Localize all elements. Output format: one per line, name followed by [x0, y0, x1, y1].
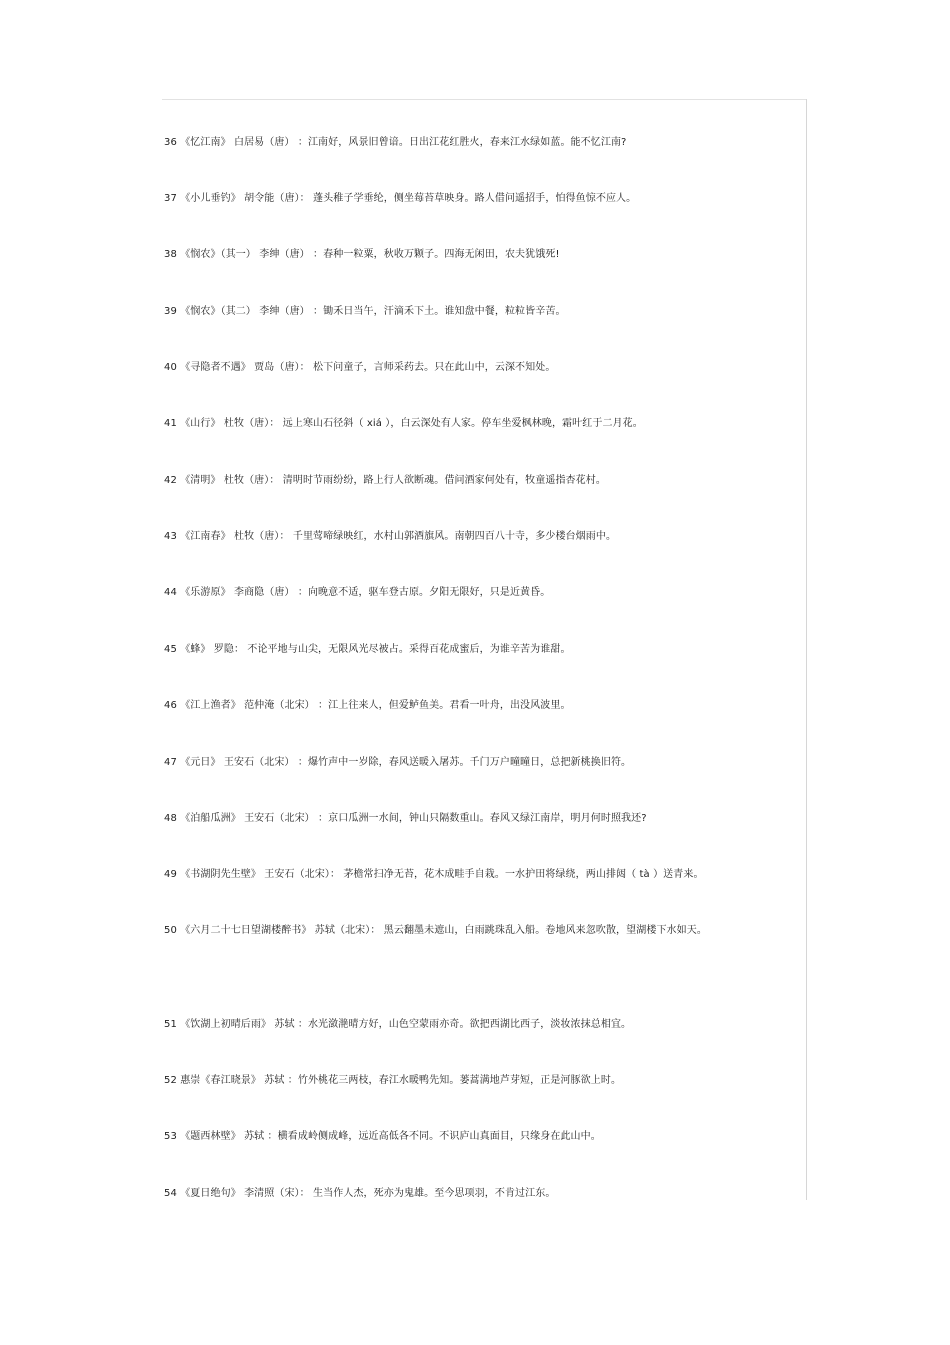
poem-list: [164, 0, 824, 1345]
poem-line-46: 46 《江上渔者》 范仲淹（北宋） ：江上往来人，但爱鲈鱼美。君看一叶舟，出没风波里。: [164, 700, 571, 711]
poem-line-53: 53 《题西林壁》 苏轼 ：横看成岭侧成峰，远近高低各不同。不识庐山真面目，只缘身在此山中。: [164, 1131, 601, 1142]
poem-line-40: 40 《寻隐者不遇》 贾岛（唐）： 松下问童子，言师采药去。只在此山中，云深不知处。: [164, 362, 556, 373]
poem-line-45: 45 《蜂》 罗隐： 不论平地与山尖，无限风光尽被占。采得百花成蜜后，为谁辛苦为谁甜。: [164, 644, 571, 655]
poem-line-43: 43 《江南春》 杜牧（唐）： 千里莺啼绿映红，水村山郭酒旗风。南朝四百八十寺，多少楼台烟雨中。: [164, 531, 617, 542]
poem-line-38: 38 《悯农》（其一） 李绅（唐） ：春种一粒粟，秋收万颗子。四海无闲田，农夫犹饿死!: [164, 249, 560, 260]
poem-line-52: 52 惠崇《春江晓景》 苏轼 ：竹外桃花三两枝，春江水暖鸭先知。蒌蒿满地芦芽短，正是河豚欲上时。: [164, 1075, 622, 1086]
poem-line-51: 51 《饮湖上初晴后雨》 苏轼 ：水光潋滟晴方好，山色空蒙雨亦奇。欲把西湖比西子，淡妆浓抹总相宜。: [164, 1019, 632, 1030]
poem-line-41: 41 《山行》 杜牧（唐）： 远上寒山石径斜（ xiá ），白云深处有人家。停车坐爱枫林晚，霜叶红于二月花。: [164, 418, 643, 429]
poem-line-47: 47 《元日》 王安石（北宋） ：爆竹声中一岁除，春风送暖入屠苏。千门万户曈曈日，总把新桃换旧符。: [164, 757, 632, 768]
poem-line-39: 39 《悯农》（其二） 李绅（唐） ：锄禾日当午，汗滴禾下土。谁知盘中餐，粒粒皆辛苦。: [164, 306, 566, 317]
poem-line-54: 54 《夏日绝句》 李清照（宋）： 生当作人杰，死亦为鬼雄。至今思项羽，不肯过江东。: [164, 1188, 556, 1199]
poem-line-44: 44 《乐游原》 李商隐（唐） ：向晚意不适，驱车登古原。夕阳无限好，只是近黄昏。: [164, 587, 551, 598]
poem-line-37: 37 《小儿垂钓》 胡令能（唐）： 蓬头稚子学垂纶，侧坐莓苔草映身。路人借问遥招手，怕得鱼惊不应人。: [164, 193, 637, 204]
poem-line-36: 36 《忆江南》 白居易（唐） ：江南好，风景旧曾谙。日出江花红胜火，春来江水绿如蓝。能不忆江南?: [164, 137, 627, 148]
poem-line-50: 50 《六月二十七日望湖楼醉书》 苏轼（北宋）： 黑云翻墨未遮山，白雨跳珠乱入船。卷地风来忽吹散，望湖楼下水如天。: [164, 925, 707, 936]
poem-line-48: 48 《泊船瓜洲》 王安石（北宋） ：京口瓜洲一水间，钟山只隔数重山。春风又绿江南岸，明月何时照我还?: [164, 813, 647, 824]
poem-line-49: 49 《书湖阴先生壁》 王安石（北宋）： 茅檐常扫净无苔，花木成畦手自栽。一水护田将绿绕，两山排闼（ tà ）送青来。: [164, 869, 704, 880]
poem-line-42: 42 《清明》 杜牧（唐）： 清明时节雨纷纷，路上行人欲断魂。借问酒家何处有，牧童遥指杏花村。: [164, 475, 606, 486]
